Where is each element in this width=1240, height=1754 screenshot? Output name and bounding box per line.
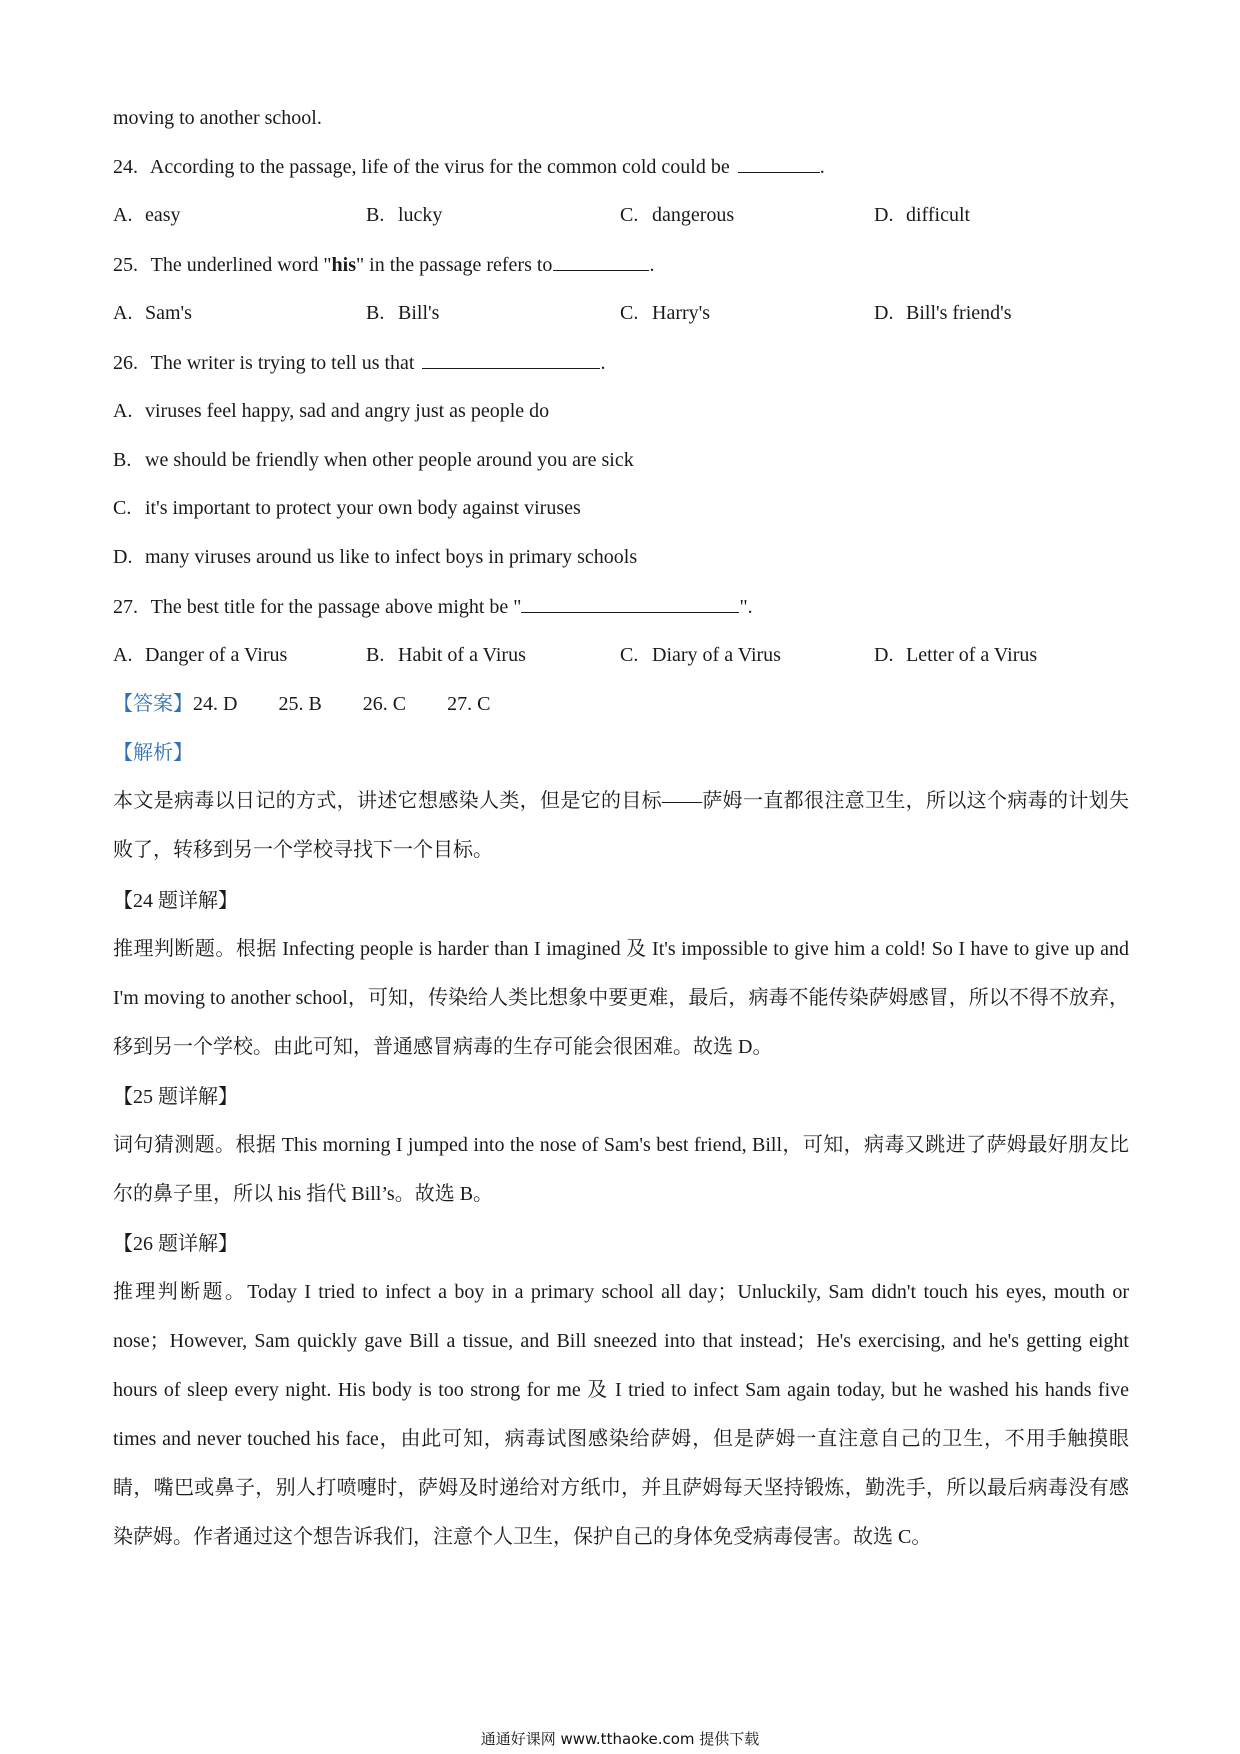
option-letter: B. [366, 302, 385, 324]
option-letter: D. [874, 204, 894, 226]
detail-heading-24: 【24 题详解】 [113, 890, 238, 912]
option-letter: B. [366, 644, 385, 666]
question-stem: According to the passage, life of the virus for the common cold could be [149, 156, 730, 178]
question-number: 27. [113, 596, 138, 618]
option-text: Bill's friend's [906, 302, 1012, 324]
question-end: . [600, 352, 606, 374]
option-d [113, 543, 637, 571]
option-text: Sam's [145, 302, 192, 324]
question-end: . [649, 254, 655, 276]
option-text: Habit of a Virus [398, 644, 526, 666]
option-text: easy [145, 204, 181, 226]
option-d [874, 641, 1037, 669]
option-text: dangerous [652, 204, 735, 226]
option-letter: D. [874, 302, 894, 324]
question-stem-after: " in the passage refers to [356, 254, 553, 276]
question-stem-before: The underlined word " [150, 254, 332, 276]
answer-item: 24. D [193, 693, 238, 715]
option-text: we should be friendly when other people around you are sick [145, 449, 634, 471]
option-text: Danger of a Virus [145, 644, 288, 666]
option-text: viruses feel happy, sad and angry just as people do [145, 400, 550, 422]
analysis-label: 【解析】 [113, 742, 193, 764]
answer-blank [422, 348, 600, 369]
option-c [620, 201, 734, 229]
question-end: . [819, 156, 825, 178]
option-letter: B. [113, 449, 132, 471]
option-a [113, 299, 192, 327]
detail-text-25: 词句猜测题。根据 This morning I jumped into the nose of Sam's best friend, Bill，可知，病毒又跳进了萨姆最好朋友比尔的鼻子里，所以 his 指代 Bill’s。故选 B。 [113, 1134, 1129, 1205]
option-c [620, 299, 710, 327]
analysis-summary: 本文是病毒以日记的方式，讲述它想感染人类，但是它的目标——萨姆一直都很注意卫生，所以这个病毒的计划失败了，转移到另一个学校寻找下一个目标。 [113, 790, 1129, 861]
option-letter: C. [113, 497, 132, 519]
option-a [113, 641, 287, 669]
option-letter: A. [113, 204, 133, 226]
question-stem: The best title for the passage above might be " [150, 596, 522, 618]
option-text: lucky [398, 204, 443, 226]
passage-continuation: moving to another school. [113, 107, 322, 129]
option-letter: A. [113, 302, 133, 324]
detail-heading-26: 【26 题详解】 [113, 1233, 238, 1255]
option-a [113, 201, 181, 229]
detail-text-24: 推理判断题。根据 Infecting people is harder than I imagined 及 It's impossible to give him a cold! So I have to give up and I'm moving to another school，可知，传染给人类比想象中要更难，最后，病毒不能传染萨姆感冒，所以不得不放弃，移到另一个学校。由此可知，普通感冒病毒的生存可能会很困难。故选 D。 [113, 938, 1129, 1058]
option-text: Harry's [652, 302, 711, 324]
underlined-word: his [331, 254, 356, 276]
option-text: many viruses around us like to infect boys in primary schools [145, 546, 638, 568]
question-26 [113, 348, 605, 377]
option-letter: C. [620, 302, 639, 324]
option-letter: C. [620, 204, 639, 226]
answer-item: 25. B [278, 693, 322, 715]
answer-item: 26. C [362, 693, 407, 715]
question-25 [113, 250, 654, 279]
answer-blank [521, 592, 739, 613]
answer-item: 27. C [447, 693, 491, 715]
option-letter: C. [620, 644, 639, 666]
question-number: 24. [113, 156, 138, 178]
option-text: it's important to protect your own body against viruses [145, 497, 581, 519]
answer-blank [738, 152, 820, 173]
option-letter: B. [366, 204, 385, 226]
question-24 [113, 152, 825, 181]
page-footer: 通通好课网 www.tthaoke.com 提供下载 [480, 1730, 760, 1748]
option-d [874, 201, 970, 229]
option-text: Bill's [398, 302, 440, 324]
answer-key [113, 690, 490, 718]
option-letter: A. [113, 400, 133, 422]
question-27 [113, 592, 753, 621]
option-letter: D. [113, 546, 133, 568]
option-c [620, 641, 781, 669]
answer-blank [553, 250, 649, 271]
option-a [113, 397, 549, 425]
option-d [874, 299, 1012, 327]
option-text: Diary of a Virus [652, 644, 781, 666]
option-b [366, 299, 439, 327]
option-text: difficult [906, 204, 971, 226]
detail-heading-25: 【25 题详解】 [113, 1086, 238, 1108]
option-letter: A. [113, 644, 133, 666]
answer-label: 【答案】 [113, 693, 193, 715]
option-b [366, 641, 526, 669]
question-number: 26. [113, 352, 138, 374]
detail-text-26: 推理判断题。Today I tried to infect a boy in a primary school all day；Unluckily, Sam didn't touch his eyes, mouth or nose；However, Sam quickly gave Bill a tissue, and Bill sneezed into that instead；He's exercising, and he's getting eight hours of sleep every night. His body is too strong for me 及 I tried to infect Sam again today, but he washed his hands five times and never touched his face，由此可知，病毒试图感染给萨姆，但是萨姆一直注意自己的卫生，不用手触摸眼睛，嘴巴或鼻子，别人打喷嚏时，萨姆及时递给对方纸巾，并且萨姆每天坚持锻炼，勤洗手，所以最后病毒没有感染萨姆。作者通过这个想告诉我们，注意个人卫生，保护自己的身体免受病毒侵害。故选 C。 [113, 1281, 1129, 1548]
option-c [113, 494, 581, 522]
question-stem: The writer is trying to tell us that [150, 352, 415, 374]
option-letter: D. [874, 644, 894, 666]
option-text: Letter of a Virus [906, 644, 1038, 666]
question-end: ". [739, 596, 753, 618]
option-b [113, 446, 634, 474]
option-b [366, 201, 442, 229]
question-number: 25. [113, 254, 138, 276]
